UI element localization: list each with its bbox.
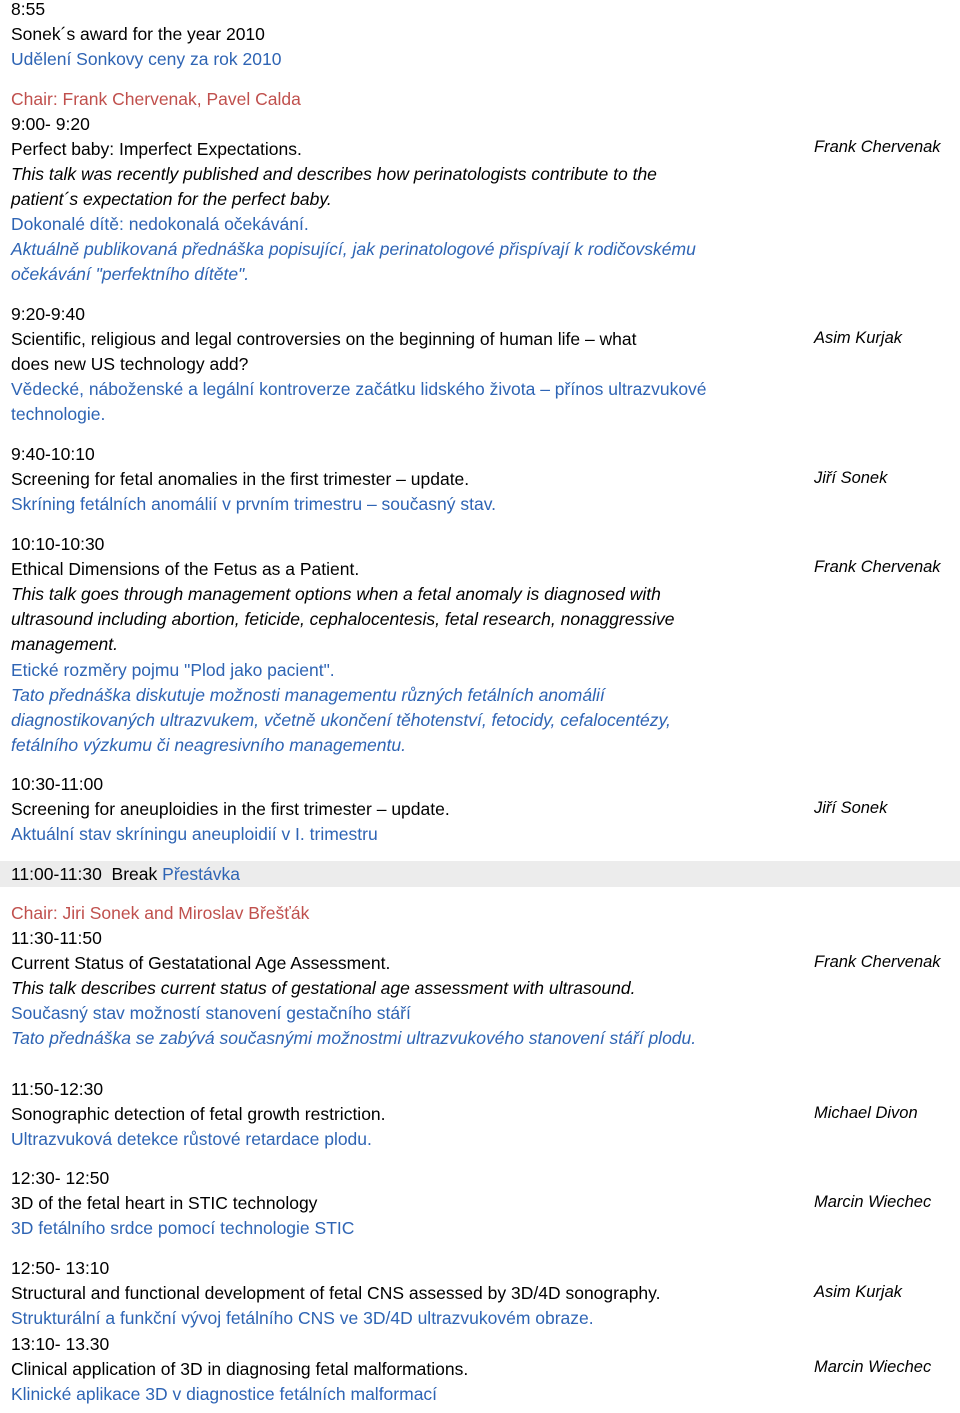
talk-title-en: 3D of the fetal heart in STIC technology: [11, 1193, 318, 1213]
talk-title-en: does new US technology add?: [11, 354, 249, 374]
talk-time: 10:10-10:30: [11, 534, 105, 554]
talk-desc-en: ultrasound including abortion, feticide, cephalocentesis, fetal research, nonaggressive: [11, 609, 675, 629]
talk-time: 9:00- 9:20: [11, 114, 90, 134]
talk-time: 11:50-12:30: [11, 1079, 104, 1099]
talk-time: 12:50- 13:10: [11, 1258, 110, 1278]
talk-title-en: Scientific, religious and legal controversies on the beginning of human life – what: [11, 329, 637, 349]
talk-desc-cz: Tato přednáška diskutuje možnosti managementu různých fetálních anomálií: [11, 685, 605, 705]
talk-desc-en: This talk describes current status of gestational age assessment with ultrasound.: [11, 978, 636, 998]
speaker-name: Frank Chervenak: [814, 953, 941, 971]
talk-title-cz: Aktuální stav skríningu aneuploidií v I. trimestru: [11, 824, 378, 844]
speaker-name: Asim Kurjak: [814, 329, 903, 347]
talk-title-cz: Skríning fetálních anomálií v prvním trimestru – současný stav.: [11, 494, 497, 514]
speaker-name: Frank Chervenak: [814, 138, 941, 156]
talk-title-en: Screening for aneuploidies in the first trimester – update.: [11, 799, 450, 819]
speaker-name: Marcin Wiechec: [814, 1358, 932, 1376]
talk-title-en: Screening for fetal anomalies in the first trimester – update.: [11, 469, 470, 489]
talk-title-en: Perfect baby: Imperfect Expectations.: [11, 139, 302, 159]
session2-chair: Chair: Jiri Sonek and Miroslav Břešťák: [11, 903, 310, 923]
break-label-cz: Přestávka: [162, 864, 240, 884]
talk-desc-en: This talk goes through management options when a fetal anomaly is diagnosed with: [11, 584, 661, 604]
talk-title-cz: technologie.: [11, 404, 106, 424]
award-title-cz: Udělení Sonkovy ceny za rok 2010: [11, 49, 282, 69]
speaker-name: Michael Divon: [814, 1104, 918, 1122]
award-title-en: Sonek´s award for the year 2010: [11, 24, 265, 44]
talk-title-cz: Dokonalé dítě: nedokonalá očekávání.: [11, 214, 309, 234]
talk-title-cz: Etické rozměry pojmu "Plod jako pacient".: [11, 660, 335, 680]
talk-title-cz: Ultrazvuková detekce růstové retardace plodu.: [11, 1129, 372, 1149]
talk-time: 13:10- 13.30: [11, 1334, 110, 1354]
talk-title-cz: 3D fetálního srdce pomocí technologie STIC: [11, 1218, 355, 1238]
talk-title-en: Current Status of Gestatational Age Assessment.: [11, 953, 391, 973]
break-row: [11, 862, 240, 887]
talk-title-cz: Strukturální a funkční vývoj fetálního CNS ve 3D/4D ultrazvukovém obraze.: [11, 1308, 594, 1328]
talk-title-en: Clinical application of 3D in diagnosing fetal malformations.: [11, 1359, 469, 1379]
talk-title-cz: Klinické aplikace 3D v diagnostice fetálních malformací: [11, 1384, 438, 1404]
speaker-name: Frank Chervenak: [814, 558, 941, 576]
speaker-name: Marcin Wiechec: [814, 1193, 932, 1211]
speaker-name: Asim Kurjak: [814, 1283, 903, 1301]
talk-desc-cz: diagnostikovaných ultrazvukem, včetně ukončení těhotenství, fetocidy, cefalocentézy,: [11, 710, 671, 730]
talk-title-cz: Současný stav možností stanovení gestačního stáří: [11, 1003, 411, 1023]
session1-chair: Chair: Frank Chervenak, Pavel Calda: [11, 89, 301, 109]
speaker-name: Jiří Sonek: [814, 799, 888, 817]
talk-time: 9:40-10:10: [11, 444, 95, 464]
talk-time: 10:30-11:00: [11, 774, 104, 794]
talk-time: 11:30-11:50: [11, 928, 102, 948]
time-0855: 8:55: [11, 0, 46, 19]
talk-title-en: Sonographic detection of fetal growth restriction.: [11, 1104, 386, 1124]
talk-desc-en: management.: [11, 634, 119, 654]
talk-title-cz: Vědecké, náboženské a legální kontroverze začátku lidského života – přínos ultrazvukové: [11, 379, 707, 399]
talk-title-en: Ethical Dimensions of the Fetus as a Patient.: [11, 559, 360, 579]
talk-desc-cz: Aktuálně publikovaná přednáška popisující, jak perinatologové přispívají k rodičovskému: [11, 239, 696, 259]
talk-desc-en: patient´s expectation for the perfect baby.: [11, 189, 332, 209]
talk-time: 9:20-9:40: [11, 304, 85, 324]
talk-time: 12:30- 12:50: [11, 1168, 110, 1188]
speaker-name: Jiří Sonek: [814, 469, 888, 487]
talk-desc-cz: Tato přednáška se zabývá současnými možnostmi ultrazvukového stanovení stáří plodu.: [11, 1028, 697, 1048]
talk-desc-cz: očekávání "perfektního dítěte".: [11, 264, 250, 284]
break-label-en: 11:00-11:30 Break: [11, 864, 158, 884]
talk-desc-en: This talk was recently published and describes how perinatologists contribute to the: [11, 164, 657, 184]
talk-desc-cz: fetálního výzkumu či neagresivního managementu.: [11, 735, 406, 755]
talk-title-en: Structural and functional development of fetal CNS assessed by 3D/4D sonography.: [11, 1283, 661, 1303]
